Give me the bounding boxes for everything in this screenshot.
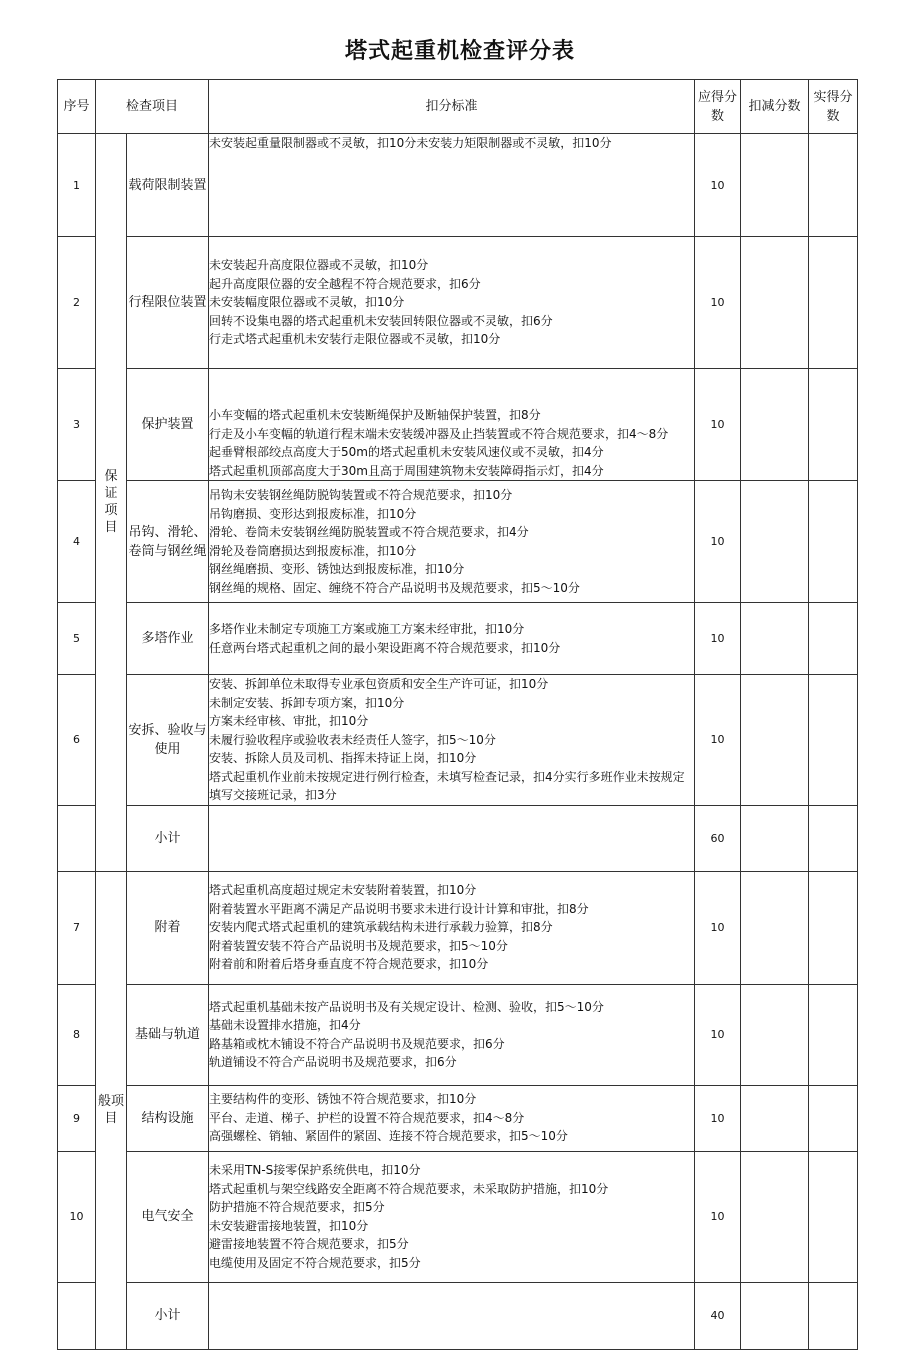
table-row: [58, 1151, 858, 1282]
header-item: 检查项目: [96, 80, 209, 134]
full-score-value: 10: [695, 675, 741, 806]
criteria-line: 安装、拆卸单位未取得专业承包资质和安全生产许可证，扣10分: [209, 677, 549, 691]
deduct-cell[interactable]: [741, 237, 809, 369]
criteria-line: 起升高度限位器的安全越程不符合规范要求，扣6分: [209, 276, 481, 291]
category-guarantee: [96, 134, 127, 872]
criteria-line: 平台、走道、梯子、护栏的设置不符合规范要求，扣4～8分: [209, 1110, 525, 1125]
full-score-value: 10: [695, 481, 741, 603]
criteria-line: 未制定安装、拆卸专项方案，扣10分: [209, 695, 405, 710]
criteria-line: 塔式起重机作业前未按规定进行例行检查，未填写检查记录，扣4分实行多班作业未按规定填写交接班记录，扣3分: [209, 769, 685, 802]
table-row: [58, 984, 858, 1085]
criteria-line: 未安装起升高度限位器或不灵敏，扣10分: [209, 258, 429, 273]
criteria-line: 未安装避雷接地装置，扣10分: [209, 1218, 369, 1233]
table-row: [58, 481, 858, 603]
deduction-criteria: [209, 805, 695, 871]
criteria-line: 防护措施不符合规范要求，扣5分: [209, 1200, 385, 1214]
deduct-cell[interactable]: [741, 675, 809, 806]
deduct-cell[interactable]: [741, 369, 809, 481]
actual-score-cell[interactable]: [809, 805, 858, 871]
header-no: 序号: [58, 80, 96, 134]
deduct-cell[interactable]: [741, 1085, 809, 1151]
criteria-line: 塔式起重机基础未按产品说明书及有关规定设计、检测、验收，扣5～10分: [209, 999, 604, 1014]
header-full-score: 应得分数: [695, 80, 741, 134]
criteria-line: 吊钩磨损、变形达到报废标准，扣10分: [209, 506, 417, 521]
criteria-line: 方案未经审核、审批，扣10分: [209, 714, 369, 728]
actual-score-cell[interactable]: [809, 369, 858, 481]
table-row: [58, 369, 858, 481]
deduct-cell[interactable]: [741, 805, 809, 871]
row-number: 4: [58, 481, 96, 603]
header-row: [58, 80, 858, 134]
criteria-line: 避雷接地装置不符合规范要求，扣5分: [209, 1237, 409, 1251]
row-number: [58, 1282, 96, 1349]
criteria-line: 塔式起重机与架空线路安全距离不符合规范要求，未采取防护措施，扣10分: [209, 1181, 609, 1196]
full-score-value: 10: [695, 871, 741, 984]
actual-score-cell[interactable]: [809, 134, 858, 237]
full-score-value: 10: [695, 134, 741, 237]
header-actual: 实得分数: [809, 80, 858, 134]
table-row: [58, 805, 858, 871]
criteria-line: 附着前和附着后塔身垂直度不符合规范要求，扣10分: [209, 957, 489, 972]
criteria-line: 未安装幅度限位器或不灵敏，扣10分: [209, 295, 405, 310]
criteria-line: 轨道铺设不符合产品说明书及规范要求，扣6分: [209, 1055, 457, 1069]
deduction-criteria: [209, 1151, 695, 1282]
criteria-line: 滑轮及卷筒磨损达到报废标准，扣10分: [209, 543, 417, 558]
actual-score-cell[interactable]: [809, 237, 858, 369]
table-row: [58, 871, 858, 984]
full-score-value: 10: [695, 1151, 741, 1282]
actual-score-cell[interactable]: [809, 1282, 858, 1349]
check-item: 基础与轨道: [127, 984, 209, 1085]
criteria-line: 回转不设集电器的塔式起重机未安装回转限位器或不灵敏，扣6分: [209, 313, 553, 328]
actual-score-cell[interactable]: [809, 1085, 858, 1151]
check-item: 保护装置: [127, 369, 209, 481]
criteria-line: 小车变幅的塔式起重机未安装断绳保护及断轴保护装置，扣8分: [209, 408, 541, 422]
table-row: [58, 675, 858, 806]
deduct-cell[interactable]: [741, 1282, 809, 1349]
row-number: [58, 805, 96, 871]
criteria-line: 未安装起重量限制器或不灵敏，扣10分未安装力矩限制器或不灵敏，扣10分: [209, 136, 612, 150]
criteria-line: 塔式起重机高度超过规定未安装附着装置，扣10分: [209, 883, 477, 898]
criteria-line: 未履行验收程序或验收表未经责任人签字，扣5～10分: [209, 732, 496, 747]
table-row: [58, 1085, 858, 1151]
criteria-line: 安装、拆除人员及司机、指挥未持证上岗，扣10分: [209, 751, 477, 765]
criteria-line: 基础未设置排水措施，扣4分: [209, 1018, 361, 1032]
criteria-line: 安装内爬式塔式起重机的建筑承载结构未进行承载力验算，扣8分: [209, 920, 553, 935]
category-label: 保证项目: [104, 469, 118, 536]
actual-score-cell[interactable]: [809, 481, 858, 603]
criteria-line: 行走及小车变幅的轨道行程末端未安装缓冲器及止挡装置或不符合规范要求，扣4～8分: [209, 426, 669, 441]
criteria-line: 起垂臂根部绞点高度大于50m的塔式起重机未安装风速仪或不灵敏，扣4分: [209, 445, 604, 459]
criteria-line: 吊钩未安装钢丝绳防脱钩装置或不符合规范要求，扣10分: [209, 488, 513, 502]
check-item: 多塔作业: [127, 603, 209, 675]
deduction-criteria: [209, 369, 695, 481]
criteria-line: 滑轮、卷筒未安装钢丝绳防脱装置或不符合规范要求，扣4分: [209, 525, 529, 539]
full-score-value: 10: [695, 237, 741, 369]
actual-score-cell[interactable]: [809, 1151, 858, 1282]
check-item: 附着: [127, 871, 209, 984]
table-row: [58, 1282, 858, 1349]
check-item: 吊钩、滑轮、卷筒与钢丝绳: [127, 481, 209, 603]
criteria-line: 任意两台塔式起重机之间的最小架设距离不符合规范要求，扣10分: [209, 640, 561, 655]
actual-score-cell[interactable]: [809, 871, 858, 984]
criteria-line: 钢丝绳的规格、固定、缠绕不符合产品说明书及规范要求，扣5～10分: [209, 580, 580, 595]
score-table: [57, 79, 858, 1350]
full-score-value: 10: [695, 603, 741, 675]
check-item: 结构设施: [127, 1085, 209, 1151]
deduction-criteria: [209, 134, 695, 237]
row-number: 8: [58, 984, 96, 1085]
criteria-line: 主要结构件的变形、锈蚀不符合规范要求，扣10分: [209, 1092, 477, 1107]
row-number: 5: [58, 603, 96, 675]
deduction-criteria: [209, 1085, 695, 1151]
table-row: [58, 603, 858, 675]
page-title: 塔式起重机检查评分表: [344, 39, 575, 64]
check-item: 电气安全: [127, 1151, 209, 1282]
check-item: 载荷限制装置: [127, 134, 209, 237]
criteria-line: 未采用TN-S接零保护系统供电，扣10分: [209, 1163, 421, 1177]
full-score-value: 60: [695, 805, 741, 871]
criteria-line: 附着装置水平距离不满足产品说明书要求未进行设计计算和审批，扣8分: [209, 901, 589, 916]
deduct-cell[interactable]: [741, 871, 809, 984]
row-number: 7: [58, 871, 96, 984]
header-deduct: 扣减分数: [741, 80, 809, 134]
header-criteria: 扣分标准: [209, 80, 695, 134]
deduction-criteria: [209, 984, 695, 1085]
criteria-line: 电缆使用及固定不符合规范要求，扣5分: [209, 1255, 421, 1270]
row-number: 9: [58, 1085, 96, 1151]
row-number: 10: [58, 1151, 96, 1282]
deduction-criteria: [209, 675, 695, 806]
check-item: 小计: [127, 1282, 209, 1349]
criteria-line: 多塔作业未制定专项施工方案或施工方案未经审批，扣10分: [209, 622, 525, 636]
deduct-cell[interactable]: [741, 984, 809, 1085]
table-row: [58, 134, 858, 237]
category-label: 般项目: [97, 1094, 124, 1126]
deduction-criteria: [209, 1282, 695, 1349]
table-row: [58, 237, 858, 369]
actual-score-cell[interactable]: [809, 675, 858, 806]
check-item: 安拆、验收与使用: [127, 675, 209, 806]
category-general: [96, 871, 127, 1349]
deduction-criteria: [209, 237, 695, 369]
deduct-cell[interactable]: [741, 603, 809, 675]
row-number: 3: [58, 369, 96, 481]
actual-score-cell[interactable]: [809, 984, 858, 1085]
criteria-line: 行走式塔式起重机未安装行走限位器或不灵敏，扣10分: [209, 332, 501, 347]
criteria-line: 塔式起重机顶部高度大于30m且高于周围建筑物未安装障碍指示灯，扣4分: [209, 463, 604, 478]
deduction-criteria: [209, 603, 695, 675]
full-score-value: 10: [695, 1085, 741, 1151]
check-item: 小计: [127, 805, 209, 871]
full-score-value: 10: [695, 369, 741, 481]
criteria-line: 高强螺栓、销轴、紧固件的紧固、连接不符合规范要求，扣5～10分: [209, 1129, 568, 1144]
criteria-line: 附着装置安装不符合产品说明书及规范要求，扣5～10分: [209, 938, 508, 953]
row-number: 1: [58, 134, 96, 237]
full-score-value: 10: [695, 984, 741, 1085]
actual-score-cell[interactable]: [809, 603, 858, 675]
deduct-cell[interactable]: [741, 481, 809, 603]
deduction-criteria: [209, 871, 695, 984]
criteria-line: 路基箱或枕木铺设不符合产品说明书及规范要求，扣6分: [209, 1036, 505, 1051]
criteria-line: 钢丝绳磨损、变形、锈蚀达到报废标准，扣10分: [209, 562, 465, 576]
row-number: 6: [58, 675, 96, 806]
row-number: 2: [58, 237, 96, 369]
deduct-cell[interactable]: [741, 1151, 809, 1282]
deduct-cell[interactable]: [741, 134, 809, 237]
check-item: 行程限位装置: [127, 237, 209, 369]
full-score-value: 40: [695, 1282, 741, 1349]
deduction-criteria: [209, 481, 695, 603]
